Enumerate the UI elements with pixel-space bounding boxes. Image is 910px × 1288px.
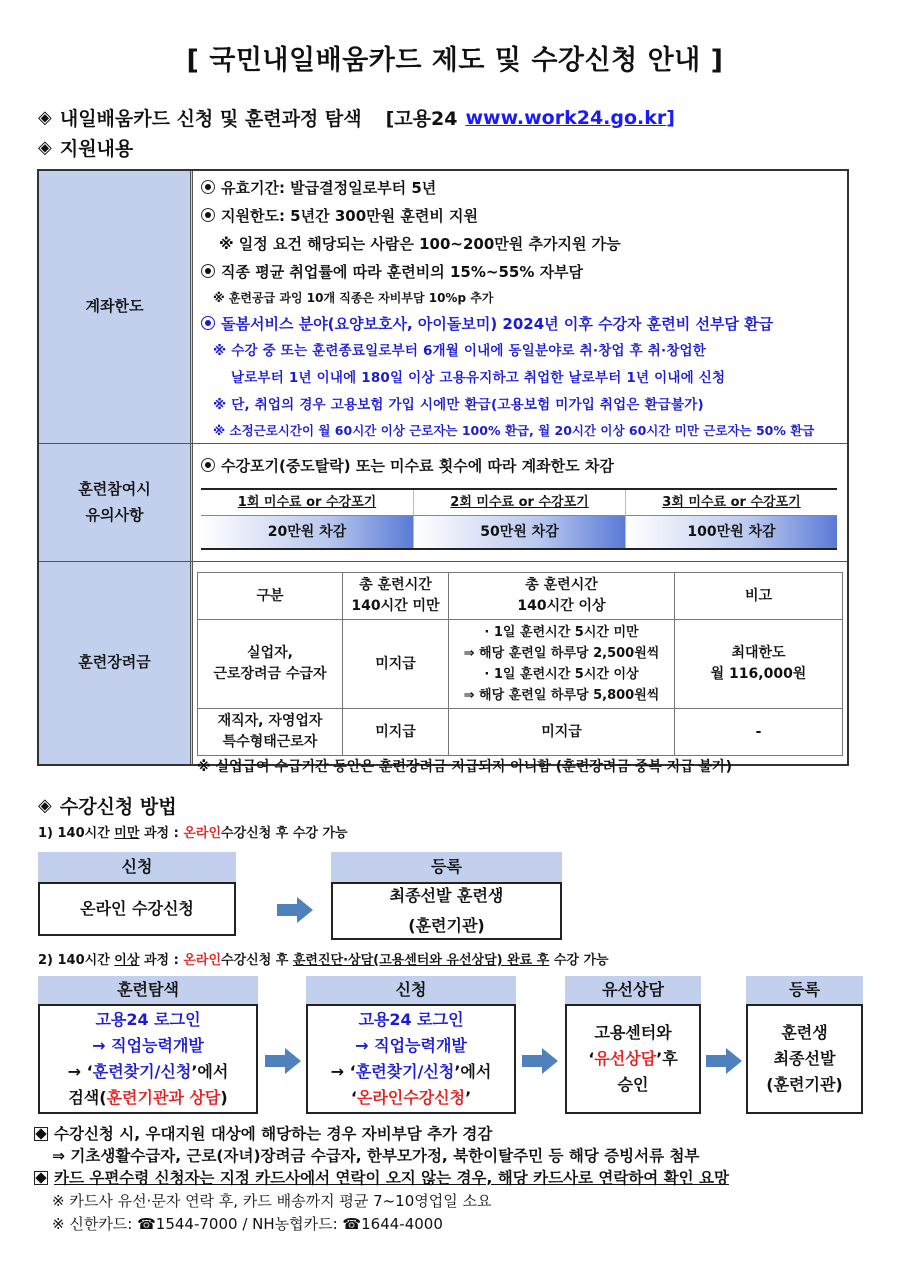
- work24-link[interactable]: www.work24.go.kr: [465, 106, 667, 129]
- radio-bullet-icon: [201, 208, 215, 222]
- category-cell: 실업자, 근로장려금 수급자: [198, 620, 343, 709]
- step-head-apply: 신청: [306, 976, 516, 1004]
- step-head-search: 훈련탐색: [38, 976, 258, 1004]
- deduction-amount: 100만원 차감: [625, 516, 837, 548]
- limit-item: 지원한도: 5년간 300만원 훈련비 지원: [201, 202, 841, 230]
- row-label: 훈련장려금: [39, 562, 193, 764]
- page-title: [ 국민내일배움카드 제도 및 수강신청 안내 ]: [186, 45, 724, 76]
- table-row: [198, 620, 843, 709]
- row-participation: [39, 443, 847, 561]
- step-box-register: 최종선발 훈련생 (훈련기관): [331, 882, 562, 940]
- copay-item: 직종 평균 취업률에 따라 훈련비의 15%~55% 자부담: [201, 258, 841, 286]
- step-box-search: 고용24 로그인 → 직업능력개발 → ‘훈련찾기/신청’에서 검색(훈련기관과 상담): [38, 1004, 258, 1114]
- row-account-limit: [39, 171, 847, 443]
- header-over140: 총 훈련시간 140시간 이상: [449, 573, 675, 620]
- deduction-rule: 수강포기(중도탈락) 또는 미수료 횟수에 따라 계좌한도 차감: [201, 452, 841, 480]
- table-row: [198, 709, 843, 756]
- header-under140: 총 훈련시간 140시간 미만: [343, 573, 449, 620]
- allowance-table: [197, 572, 843, 756]
- over140-cell: · 1일 훈련시간 5시간 미만 ⇒ 해당 훈련일 하루당 2,500원씩 · 1일 훈련시간 5시간 이상 ⇒ 해당 훈련일 하루당 5,800원씩: [449, 620, 675, 709]
- step-head-register: 등록: [331, 852, 562, 882]
- arrow-right-icon: [706, 1048, 742, 1074]
- radio-bullet-icon: [201, 180, 215, 194]
- row-content: [193, 444, 847, 561]
- over140-cell: 미지급: [449, 709, 675, 756]
- step-box-apply: 온라인 수강신청: [38, 882, 236, 936]
- deduction-amount: 20만원 차감: [201, 516, 413, 548]
- deduction-table: [201, 488, 837, 550]
- section-method: [38, 792, 177, 819]
- copay-note: ※ 훈련공급 과잉 10개 직종은 자비부담 10%p 추가: [213, 291, 494, 305]
- limit-note: ※ 일정 요건 해당되는 사람은 100~200만원 추가지원 가능: [219, 235, 621, 253]
- care-note-3: ※ 단, 취업의 경우 고용보험 가입 시에만 환급(고용보험 미가입 취업은 환급불가): [213, 397, 704, 413]
- section-heading: 수강신청 방법: [59, 796, 177, 818]
- under140-cell: 미지급: [343, 620, 449, 709]
- care-note-1: ※ 수강 중 또는 훈련종료일로부터 6개월 이내에 동일분야로 취·창업 후 취·창업한: [213, 343, 707, 359]
- step-head-phone-consult: 유선상담: [565, 976, 701, 1004]
- note-preferential: 수강신청 시, 우대지원 대상에 해당하는 경우 자비부담 추가 경감: [34, 1123, 492, 1145]
- case1-desc: 1) 140시간 미만 과정 : 온라인수강신청 후 수강 가능: [38, 826, 348, 841]
- category-cell: 재직자, 자영업자 특수형태근로자: [198, 709, 343, 756]
- note-card-phone-numbers: ※ 신한카드: ☎1544-7000 / NH농협카드: ☎1644-4000: [52, 1215, 443, 1233]
- section-heading: 내일배움카드 신청 및 훈련과정 탐색: [59, 108, 362, 130]
- diamond-bullet-icon: ◈: [38, 795, 52, 816]
- care-note-4: ※ 소정근로시간이 월 60시간 이상 근로자는 100% 환급, 월 20시간 이상 60시간 미만 근로자는 50% 환급: [213, 423, 815, 438]
- care-note-2: 날로부터 1년 이내에 180일 이상 고용유지하고 취업한 날로부터 1년 이내에 신청: [231, 370, 726, 386]
- deduction-case: 3회 미수료 or 수강포기: [625, 490, 837, 516]
- header-note: 비고: [675, 573, 843, 620]
- diamond-bullet-icon: ◈: [38, 137, 52, 158]
- note-preferential-docs: ⇒ 기초생활수급자, 근로(자녀)장려금 수급자, 한부모가정, 북한이탈주민 등 해당 증빙서류 첨부: [52, 1147, 700, 1165]
- site-suffix: ]: [666, 106, 675, 129]
- note-cell: -: [675, 709, 843, 756]
- arrow-right-icon: [522, 1048, 558, 1074]
- note-delivery-time: ※ 카드사 유선·문자 연락 후, 카드 배송까지 평균 7~10영업일 소요: [52, 1192, 492, 1210]
- note-card-mail: 카드 우편수령 신청자는 지정 카드사에서 연락이 오지 않는 경우, 해당 카드사로 연락하여 확인 요망: [34, 1167, 729, 1189]
- row-label: 계좌한도: [39, 171, 193, 443]
- row-content: [193, 171, 847, 443]
- care-refund-item: 돌봄서비스 분야(요양보호사, 아이돌보미) 2024년 이후 수강자 훈련비 선부담 환급: [201, 310, 841, 338]
- deduction-case: 1회 미수료 or 수강포기: [201, 490, 413, 516]
- step-box-register: 훈련생 최종선발 (훈련기관): [746, 1004, 863, 1114]
- step-box-phone-consult: 고용센터와 ‘유선상담’후 승인: [565, 1004, 701, 1114]
- radio-bullet-icon: [201, 458, 215, 472]
- step-head-apply: 신청: [38, 852, 236, 882]
- support-table: [37, 169, 849, 775]
- section-heading: 지원내용: [59, 138, 134, 160]
- note-cell: 최대한도 월 116,000원: [675, 620, 843, 709]
- row-label: 훈련참여시 유의사항: [39, 444, 193, 561]
- allowance-footnote: ※ 실업급여 수급기간 동안은 훈련장려금 지급되지 아니함 (훈련장려금 중복 지급 불가): [197, 759, 732, 775]
- section-card-apply: [38, 104, 675, 131]
- arrow-right-icon: [277, 897, 313, 923]
- header-category: 구분: [198, 573, 343, 620]
- diamond-checkbox-bullet-icon: [34, 1127, 48, 1141]
- arrow-right-icon: [265, 1048, 301, 1074]
- table-header-row: [198, 573, 843, 620]
- validity-item: 유효기간: 발급결정일로부터 5년: [201, 174, 841, 202]
- row-content: [193, 562, 847, 775]
- radio-bullet-icon: [201, 316, 215, 330]
- site-prefix: [고용24: [385, 108, 458, 130]
- row-allowance: [39, 561, 847, 775]
- diamond-checkbox-bullet-icon: [34, 1171, 48, 1185]
- radio-bullet-icon: [201, 264, 215, 278]
- diamond-bullet-icon: ◈: [38, 107, 52, 128]
- deduction-amount: 50만원 차감: [413, 516, 625, 548]
- deduction-case: 2회 미수료 or 수강포기: [413, 490, 625, 516]
- step-box-apply: 고용24 로그인 → 직업능력개발 → ‘훈련찾기/신청’에서 ‘온라인수강신청’: [306, 1004, 516, 1114]
- case2-desc: 2) 140시간 이상 과정 : 온라인수강신청 후 훈련진단·상담(고용센터와 유선상담) 완료 후 수강 가능: [38, 953, 609, 968]
- under140-cell: 미지급: [343, 709, 449, 756]
- section-support: [38, 134, 133, 161]
- step-head-register: 등록: [746, 976, 863, 1004]
